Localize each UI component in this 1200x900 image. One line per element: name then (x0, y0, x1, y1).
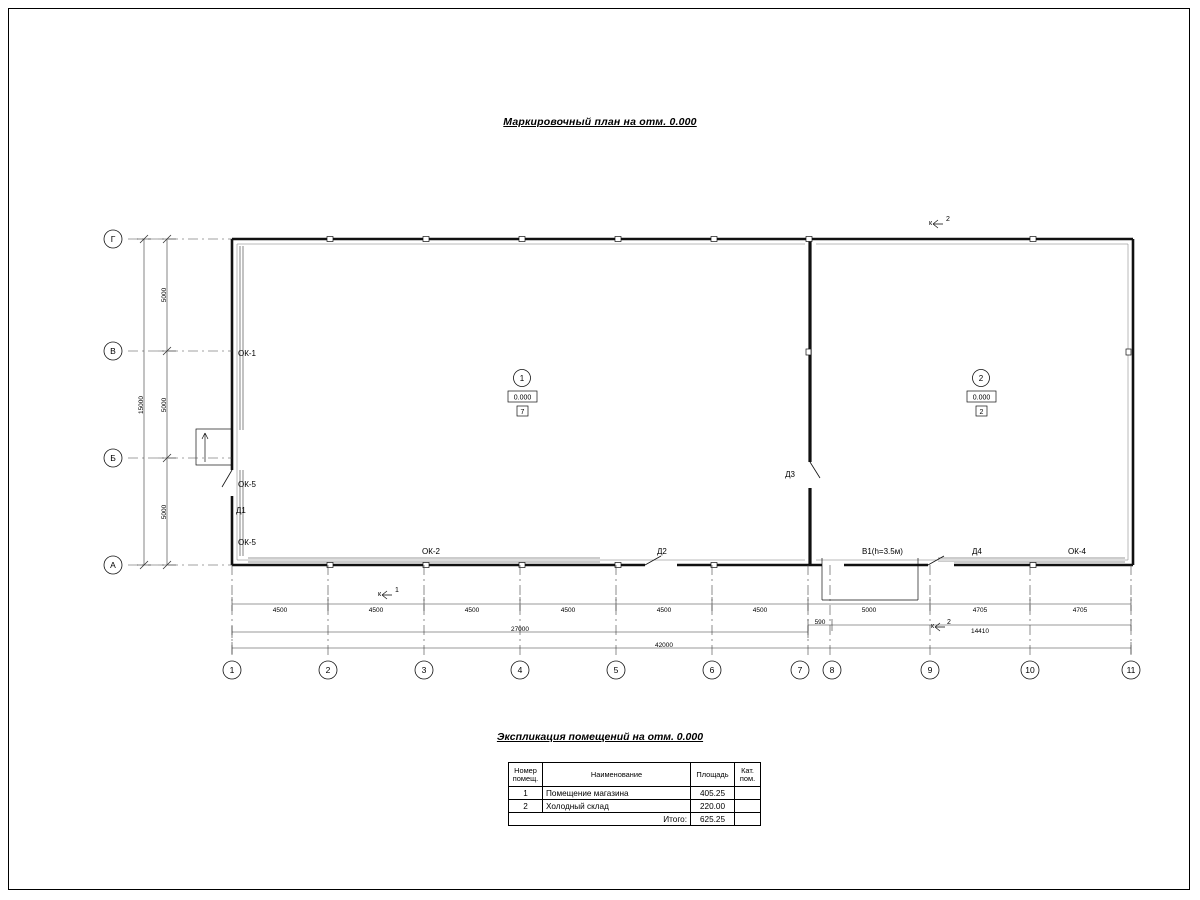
door-openings (222, 462, 954, 600)
label-ok2: ОК-2 (422, 547, 440, 556)
dimension-values-horizontal (273, 607, 1088, 649)
dim-h-8: 4705 (1072, 607, 1088, 614)
label-ok1: ОК-1 (238, 349, 256, 358)
label-d1: Д1 (236, 506, 246, 515)
room-1-level: 0.000 (513, 394, 532, 402)
axis-label-h-3: 4 (517, 665, 523, 675)
section-mark-k-3: к (930, 623, 934, 630)
header-room-name: Наименование (543, 763, 691, 787)
exploitation-table (508, 762, 761, 826)
label-d2: Д2 (657, 547, 667, 556)
table-header-row (509, 763, 761, 787)
dim-h-total1: 27000 (510, 626, 530, 633)
cell-room-area: 405.25 (691, 787, 735, 800)
axis-label-h-0: 1 (229, 665, 235, 675)
axis-label-h-1: 2 (325, 665, 331, 675)
cell-room-name: Помещение магазина (543, 787, 691, 800)
cell-room-number: 1 (509, 787, 543, 800)
element-labels (236, 349, 1087, 556)
room-2-number: 2 (978, 374, 984, 383)
room-1-number: 1 (519, 374, 525, 383)
dim-v-0: 5000 (161, 287, 168, 303)
header-room-number-line1: Номер (514, 765, 537, 775)
axis-label-h-5: 6 (709, 665, 715, 675)
window-openings (240, 246, 1125, 562)
axis-label-v-2: Б (110, 453, 116, 463)
dim-h-1: 4500 (368, 607, 384, 614)
axis-label-v-0: Г (110, 234, 116, 244)
room-2-category: 2 (979, 409, 984, 416)
cell-total-label: Итого: (509, 813, 691, 826)
axis-label-v-1: В (110, 346, 116, 356)
axis-label-h-10: 11 (1126, 665, 1136, 675)
page-title: Маркировочный план на отм. 0.000 (503, 116, 697, 128)
dimension-chain-horizontal (232, 597, 1131, 654)
dim-h-sub1: 590 (814, 619, 826, 626)
entrance-porch (196, 429, 232, 465)
cell-total-area: 625.25 (691, 813, 735, 826)
label-ok5-b: ОК-5 (238, 538, 256, 547)
label-ok5-a: ОК-5 (238, 480, 256, 489)
dim-h-7: 4705 (972, 607, 988, 614)
axis-label-h-8: 9 (927, 665, 933, 675)
label-ok4: ОК-4 (1068, 547, 1086, 556)
dim-v-1: 5000 (161, 397, 168, 413)
cell-room-area: 220.00 (691, 800, 735, 813)
axis-bubbles-horizontal (223, 661, 1140, 679)
header-category-line2: пом. (739, 773, 756, 783)
table-row (509, 787, 761, 800)
header-area: Площадь (691, 763, 735, 787)
exploitation-title: Экспликация помещений на отм. 0.000 (496, 731, 704, 743)
room-1-category: 7 (520, 409, 525, 416)
table-total-row (509, 813, 761, 826)
dim-v-total: 15000 (138, 395, 145, 415)
axis-label-h-6: 7 (797, 665, 803, 675)
header-category (735, 763, 761, 787)
room-stamp-2 (967, 370, 996, 417)
dimension-values-vertical (138, 287, 168, 519)
header-room-number-line2: помещ. (512, 773, 539, 783)
dim-h-5: 4500 (752, 607, 768, 614)
section-mark-num-3: 2 (947, 619, 951, 626)
section-marks (382, 220, 945, 631)
label-gate-v1: В1(h=3.5м) (862, 547, 903, 556)
axis-label-h-4: 5 (613, 665, 619, 675)
dim-h-3: 4500 (560, 607, 576, 614)
dim-h-total2: 42000 (654, 642, 674, 649)
dim-h-4: 4500 (656, 607, 672, 614)
dim-h-0: 4500 (272, 607, 288, 614)
cell-room-category (735, 787, 761, 800)
axis-label-h-2: 3 (421, 665, 427, 675)
dim-h-2: 4500 (464, 607, 480, 614)
header-category-line1: Кат. (741, 765, 754, 775)
section-mark-k-1: к (377, 591, 381, 598)
dim-v-2: 5000 (161, 504, 168, 520)
label-d4: Д4 (972, 547, 982, 556)
building-walls (232, 239, 1133, 565)
dim-h-6: 5000 (861, 607, 877, 614)
cell-total-category (735, 813, 761, 826)
axis-bubbles-vertical (104, 230, 122, 574)
axis-label-v-3: А (110, 560, 116, 570)
label-d3: Д3 (785, 470, 795, 479)
header-room-number (509, 763, 543, 787)
axis-label-h-9: 10 (1025, 665, 1035, 675)
cell-room-category (735, 800, 761, 813)
axis-labels-horizontal (230, 665, 1136, 675)
dim-h-sub2: 14410 (970, 628, 990, 635)
room-2-level: 0.000 (972, 394, 991, 402)
table-row (509, 800, 761, 813)
axis-label-h-7: 8 (829, 665, 835, 675)
section-mark-num-1: 1 (395, 587, 399, 594)
column-marks (327, 237, 1131, 568)
cell-room-number: 2 (509, 800, 543, 813)
section-mark-k-2: к (928, 220, 932, 227)
axis-labels-vertical (110, 234, 116, 570)
axis-grid (128, 239, 1131, 655)
room-stamp-1 (508, 370, 537, 417)
section-mark-num-2: 2 (946, 216, 950, 223)
cell-room-name: Холодный склад (543, 800, 691, 813)
